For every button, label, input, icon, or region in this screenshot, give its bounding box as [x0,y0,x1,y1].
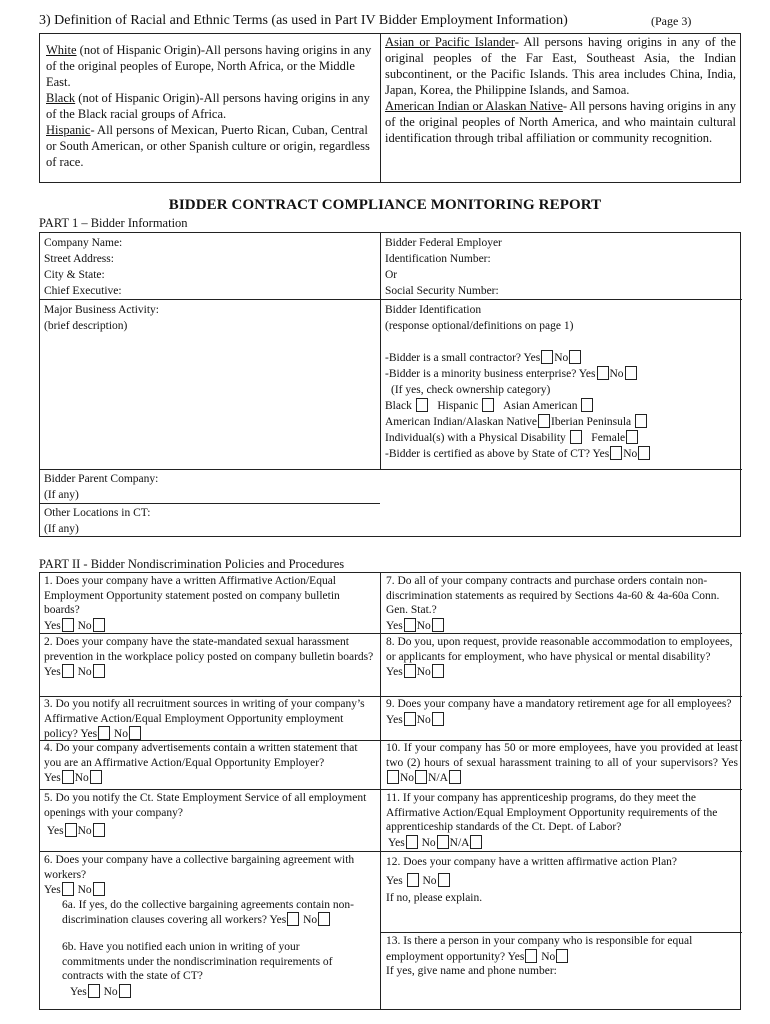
q1-no-checkbox[interactable] [93,618,105,632]
parent-company-label: Bidder Parent Company: [44,473,159,485]
part2-table [39,572,741,1010]
q6-no-checkbox[interactable] [93,882,105,896]
company-name-label: Company Name: [44,237,123,249]
minority-yes-checkbox[interactable] [597,366,609,380]
part1-heading: PART 1 – Bidder Information [39,216,188,230]
section-header [39,12,739,30]
q4-no-checkbox[interactable] [90,770,102,784]
ssn-label: Social Security Number: [385,285,499,297]
q11-no-checkbox[interactable] [437,835,449,849]
definitions-left [40,34,380,182]
part2-heading: PART II - Bidder Nondiscrimination Policies and Procedures [39,557,345,571]
q7-no-checkbox[interactable] [432,618,444,632]
def-native: American Indian or Alaskan Native- All persons having origins in any of the original peoples of North America, and who maintain cultural identification through tribal affiliation or community recognition. [385,99,737,145]
parent-company [44,471,158,503]
q13-yes-checkbox[interactable] [525,949,537,963]
question-10: 10. If your company has 50 or more employees, have you provided at least two (2) hours of sexual harassment training to all of your supervisors? YesNo N/A [386,742,738,784]
business-activity [44,302,159,334]
bidder-ident-label: Bidder Identification [385,304,482,316]
q1-yes-checkbox[interactable] [62,618,74,632]
q6a-no-checkbox[interactable] [318,912,330,926]
small-no-checkbox[interactable] [569,350,581,364]
q9-no-checkbox[interactable] [432,712,444,726]
report-title: BIDDER CONTRACT COMPLIANCE MONITORING REPORT [168,197,602,213]
disability-checkbox[interactable] [570,430,582,444]
or-label: Or [385,269,398,281]
q3-no-checkbox[interactable] [129,726,141,740]
iberian-checkbox[interactable] [635,414,647,428]
amind-checkbox[interactable] [538,414,550,428]
page-number: (Page 3) [651,14,692,28]
section-header-text: 3) Definition of Racial and Ethnic Terms (as used in Part IV Bidder Employment Information) [39,13,568,28]
question-12: 12. Does your company have a written affirmative action Plan? Yes No If no, please explain. [386,856,678,904]
question-2: 2. Does your company have the state-mandated sexual harassment prevention in the workplace policy posted on company bulletin boards? Yes No [44,636,374,678]
q6a-yes-checkbox[interactable] [287,912,299,926]
business-activity-hint: (brief description) [44,320,128,332]
def-hispanic: Hispanic- All persons of Mexican, Puerto Rican, Cuban, Central or South American, or other Spanish culture or origin, regardless of race. [46,123,370,169]
question-6: 6. Does your company have a collective bargaining agreement with workers? Yes No 6a. If yes, do the collective bargaining agreements contain non-discrimination clauses covering all workers? Yes No [44,854,355,926]
question-8: 8. Do you, upon request, provide reasonable accommodation to employees, or applicants for employment, who have physical or mental disability? Yes No [386,636,733,678]
q5-no-checkbox[interactable] [93,823,105,837]
q3-yes-checkbox[interactable] [98,726,110,740]
q6b-no-checkbox[interactable] [119,984,131,998]
certified-row: -Bidder is certified as above by State of CT? Yes No [385,446,735,462]
black-checkbox[interactable] [416,398,428,412]
question-11: 11. If your company has apprenticeship programs, do they meet the Affirmative Action/Equal Employment Opportunity requirements of the apprenticeship standards of the Ct. Dept. of Labor? Yes No N/A [386,792,718,849]
small-yes-checkbox[interactable] [541,350,553,364]
q6-yes-checkbox[interactable] [62,882,74,896]
def-black: Black (not of Hispanic Origin)-All persons having origins in any of the Black racial groups of Africa. [46,91,370,121]
q11-na-checkbox[interactable] [470,835,482,849]
q10-no-checkbox[interactable] [415,770,427,784]
company-info-labels [44,235,122,299]
q4-yes-checkbox[interactable] [62,770,74,784]
ownership-row-2: American Indian/Alaskan Native Iberian Peninsula [385,414,735,430]
q10-na-checkbox[interactable] [449,770,461,784]
certified-yes-checkbox[interactable] [610,446,622,460]
q2-yes-checkbox[interactable] [62,664,74,678]
street-address-label: Street Address: [44,253,114,265]
def-asian: Asian or Pacific Islander- All persons having origins in any of the original peoples of the Far East, Southeast Asia, the Indian subcontinent, or the Pacific Islands. This area includes China, India, Japan, Korea, the Philippine Islands, and Samoa. [385,35,736,97]
question-5: 5. Do you notify the Ct. State Employment Service of all employment openings with your company? Yes No [44,792,367,837]
ownership-hint: (If yes, check ownership category) [391,384,551,396]
q8-no-checkbox[interactable] [432,664,444,678]
question-1: 1. Does your company have a written Affirmative Action/Equal Employment Opportunity statement posted on company bulletin boards? Yes No [44,575,340,632]
chief-executive-label: Chief Executive: [44,285,122,297]
fein-label-2: Identification Number: [385,253,491,265]
q12-yes-checkbox[interactable] [407,873,419,887]
hispanic-checkbox[interactable] [482,398,494,412]
other-locations-hint: (If any) [44,523,79,535]
ownership-row-1: Black Hispanic Asian American [385,398,735,414]
def-white: White (not of Hispanic Origin)-All persons having origins in any of the original peoples of Europe, North Africa, or the Middle East. [46,43,372,89]
q13-no-checkbox[interactable] [556,949,568,963]
other-locations [44,505,150,537]
other-locations-label: Other Locations in CT: [44,507,151,519]
question-13: 13. Is there a person in your company who is responsible for equal employment opportunity? Yes No If yes, give name and phone number: [386,935,693,977]
fein-labels [385,235,502,299]
question-9: 9. Does your company have a mandatory retirement age for all employees? Yes No [386,698,732,726]
bidder-identification [385,302,735,462]
q2-no-checkbox[interactable] [93,664,105,678]
question-4: 4. Do your company advertisements contain a written statement that you are an Affirmative Action/Equal Opportunity Employer? Yes No [44,742,358,784]
q7-yes-checkbox[interactable] [404,618,416,632]
q9-yes-checkbox[interactable] [404,712,416,726]
q8-yes-checkbox[interactable] [404,664,416,678]
minority-no-checkbox[interactable] [625,366,637,380]
business-activity-label: Major Business Activity: [44,304,159,316]
q12-no-checkbox[interactable] [438,873,450,887]
fein-label-1: Bidder Federal Employer [385,237,502,249]
q11-yes-checkbox[interactable] [406,835,418,849]
city-state-label: City & State: [44,269,105,281]
female-checkbox[interactable] [626,430,638,444]
definitions-right [380,34,740,182]
part1-table [39,232,741,537]
definitions-box [39,33,741,183]
question-6b: 6b. Have you notified each union in writing of your commitments under the nondiscrimination requirements of contracts with the state of CT? Yes No [62,941,333,998]
asian-checkbox[interactable] [581,398,593,412]
small-contractor-row: -Bidder is a small contractor? Yes No [385,350,735,366]
ownership-row-3: Individual(s) with a Physical Disability Female [385,430,735,446]
q10-yes-checkbox[interactable] [387,770,399,784]
certified-no-checkbox[interactable] [638,446,650,460]
minority-row: -Bidder is a minority business enterprise? Yes No [385,366,735,382]
question-7: 7. Do all of your company contracts and purchase orders contain non-discrimination statements as required by Sections 4a-60 & 4a-60a Conn. Gen. Stat.? Yes No [386,575,720,632]
q5-yes-checkbox[interactable] [65,823,77,837]
question-3: 3. Do you notify all recruitment sources in writing of your company’s Affirmative Action/Equal Employment Opportunity employment policy? Yes No [44,698,365,740]
parent-company-hint: (If any) [44,489,79,501]
bidder-ident-hint: (response optional/definitions on page 1) [385,320,574,332]
q6b-yes-checkbox[interactable] [88,984,100,998]
